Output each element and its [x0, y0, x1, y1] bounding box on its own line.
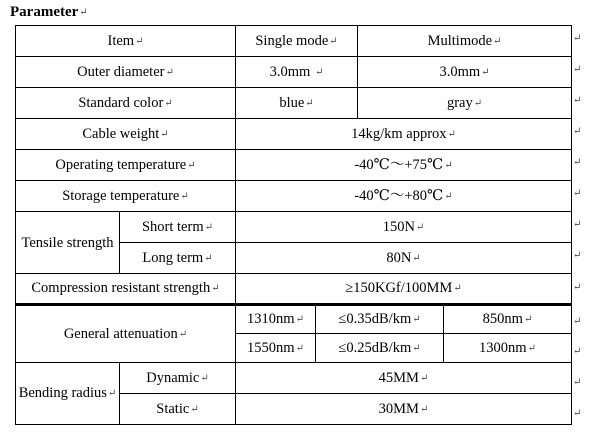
paragraph-mark-icon: ↵ [573, 377, 582, 388]
table-row [16, 26, 572, 57]
paragraph-mark-icon: ↵ [447, 128, 456, 140]
table-row [16, 150, 572, 181]
long-term-label: Long term↵ [120, 243, 236, 274]
paragraph-mark-icon: ↵ [523, 314, 533, 325]
paragraph-mark-icon: ↵ [107, 388, 117, 399]
paragraph-mark-icon: ↵ [573, 188, 582, 199]
paragraph-mark-icon: ↵ [419, 372, 429, 384]
outer-diameter-single: 3.0mm ↵ [236, 57, 358, 88]
paragraph-mark-icon: ↵ [412, 314, 421, 325]
long-term-value: 80N↵ [236, 243, 572, 274]
table-row [16, 274, 572, 305]
outer-diameter-label: Outer diameter↵ [16, 57, 236, 88]
paragraph-mark-icon: ↵ [295, 314, 304, 325]
paragraph-mark-icon: ↵ [160, 128, 169, 140]
header-multimode-cell: Multimode↵ [358, 26, 572, 57]
paragraph-mark-icon: ↵ [190, 403, 199, 415]
cable-weight-value: 14kg/km approx↵ [236, 119, 572, 150]
static-label: Static↵ [120, 394, 236, 425]
standard-color-label: Standard color↵ [16, 88, 236, 119]
attenuation-value: ≤0.35dB/km↵ [316, 305, 444, 334]
paragraph-mark-icon: ↵ [187, 159, 196, 171]
attenuation-wavelength: 1300nm↵ [444, 334, 572, 363]
dynamic-label: Dynamic↵ [120, 363, 236, 394]
paragraph-mark-icon: ↵ [444, 190, 453, 202]
storage-temperature-value: -40℃～+80℃↵ [236, 181, 572, 212]
tensile-strength-label: Tensile strength [16, 212, 120, 274]
paragraph-mark-icon: ↵ [164, 97, 173, 109]
short-term-value: 150N↵ [236, 212, 572, 243]
header-single-mode-cell: Single mode↵ [236, 26, 358, 57]
paragraph-mark-icon: ↵ [211, 283, 220, 294]
paragraph-mark-icon: ↵ [135, 35, 144, 47]
paragraph-mark-icon: ↵ [419, 403, 429, 415]
compression-value: ≥150KGf/100MM↵ [236, 274, 572, 305]
standard-color-single: blue↵ [236, 88, 358, 119]
paragraph-mark-icon: ↵ [412, 342, 421, 354]
operating-temperature-label: Operating temperature↵ [16, 150, 236, 181]
paragraph-mark-icon: ↵ [453, 283, 462, 294]
attenuation-value: ≤0.25dB/km↵ [316, 334, 444, 363]
heading-text: Parameter [10, 4, 79, 20]
paragraph-mark-icon: ↵ [493, 35, 502, 47]
paragraph-mark-icon: ↵ [473, 97, 483, 109]
compression-label: Compression resistant strength↵ [16, 274, 236, 305]
paragraph-mark-icon: ↵ [573, 64, 582, 75]
outer-diameter-multi: 3.0mm↵ [358, 57, 572, 88]
paragraph-mark-icon: ↵ [573, 95, 582, 106]
paragraph-mark-icon: ↵ [573, 219, 582, 230]
paragraph-mark-icon: ↵ [573, 316, 582, 327]
table-row [16, 119, 572, 150]
paragraph-mark-icon: ↵ [412, 252, 421, 264]
table-row [16, 181, 572, 212]
parameter-table [15, 25, 572, 425]
bending-radius-label: Bending radius↵ [16, 363, 120, 425]
table-row [16, 88, 572, 119]
paragraph-mark-icon: ↵ [305, 97, 314, 109]
table-row [16, 305, 572, 334]
paragraph-mark-icon: ↵ [444, 159, 453, 171]
table-row [16, 212, 572, 243]
paragraph-mark-icon: ↵ [573, 250, 582, 261]
operating-temperature-value: -40℃～+75℃↵ [236, 150, 572, 181]
paragraph-mark-icon: ↵ [178, 328, 188, 340]
paragraph-mark-icon: ↵ [79, 7, 88, 18]
paragraph-mark-icon: ↵ [573, 346, 582, 357]
short-term-label: Short term↵ [120, 212, 236, 243]
table-row [16, 363, 572, 394]
storage-temperature-label: Storage temperature↵ [16, 181, 236, 212]
table-row [16, 57, 572, 88]
paragraph-mark-icon: ↵ [573, 157, 582, 168]
dynamic-value: 45MM↵ [236, 363, 572, 394]
paragraph-mark-icon: ↵ [573, 126, 582, 137]
paragraph-mark-icon: ↵ [204, 252, 213, 264]
general-attenuation-label: General attenuation↵ [16, 305, 236, 363]
paragraph-mark-icon: ↵ [481, 66, 490, 78]
standard-color-multi: gray↵ [358, 88, 572, 119]
paragraph-mark-icon: ↵ [573, 408, 582, 419]
static-value: 30MM↵ [236, 394, 572, 425]
paragraph-mark-icon: ↵ [573, 33, 582, 44]
paragraph-mark-icon: ↵ [314, 66, 324, 78]
paragraph-mark-icon: ↵ [165, 66, 174, 78]
attenuation-wavelength: 1550nm↵ [236, 334, 316, 363]
section-heading [10, 4, 88, 21]
paragraph-mark-icon: ↵ [329, 35, 338, 47]
attenuation-wavelength: 1310nm↵ [236, 305, 316, 334]
paragraph-mark-icon: ↵ [415, 221, 425, 233]
paragraph-mark-icon: ↵ [180, 190, 189, 202]
paragraph-mark-icon: ↵ [295, 342, 304, 354]
paragraph-mark-icon: ↵ [200, 372, 209, 384]
attenuation-wavelength: 850nm↵ [444, 305, 572, 334]
cable-weight-label: Cable weight↵ [16, 119, 236, 150]
paragraph-mark-icon: ↵ [573, 282, 582, 293]
header-item-cell: Item↵ [16, 26, 236, 57]
paragraph-mark-icon: ↵ [527, 342, 536, 354]
paragraph-mark-icon: ↵ [204, 221, 213, 233]
